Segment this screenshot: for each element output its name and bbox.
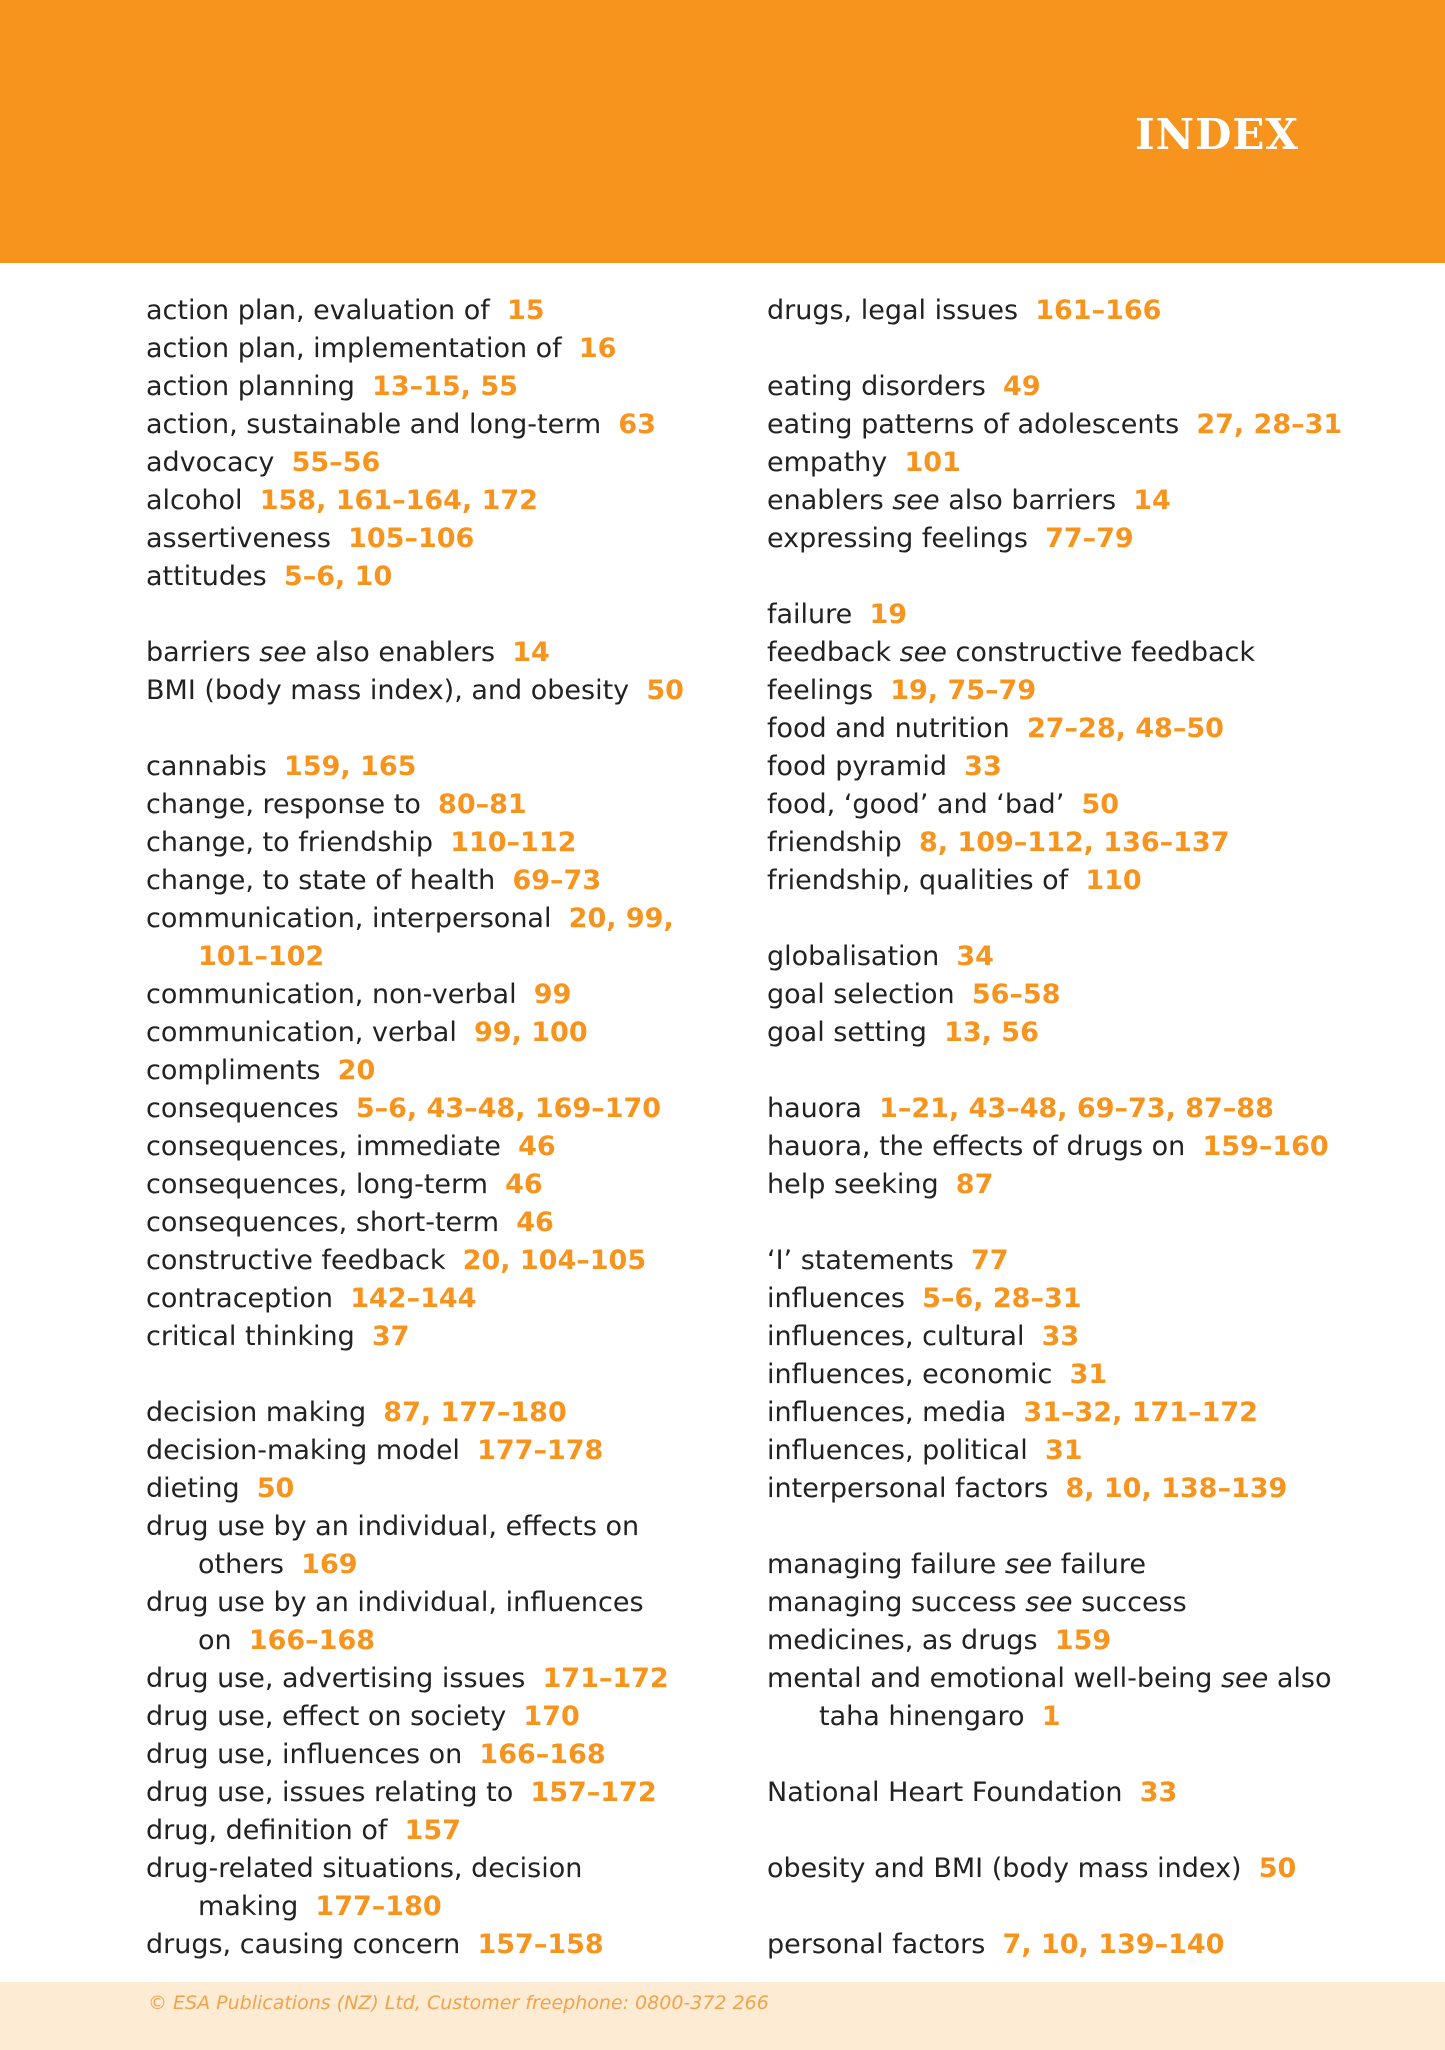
index-term: consequences, long-term <box>146 1169 488 1200</box>
see-ref: see <box>1025 1587 1073 1618</box>
index-term: expressing feelings <box>767 523 1028 554</box>
index-term-tail: constructive feedback <box>955 637 1255 668</box>
index-term: drug use, effect on society <box>146 1701 507 1732</box>
index-term: cannabis <box>146 751 267 782</box>
page-ref: 166–168 <box>479 1739 606 1770</box>
index-entry <box>146 1660 706 1698</box>
index-entry <box>767 368 1347 406</box>
page-ref: 7, 10, 139–140 <box>1002 1929 1225 1960</box>
index-term: communication, verbal <box>146 1017 457 1048</box>
index-entry <box>767 482 1347 520</box>
index-term: influences, political <box>767 1435 1028 1466</box>
page-ref: 46 <box>518 1131 556 1162</box>
index-entry <box>767 1926 1347 1964</box>
index-entry <box>767 786 1347 824</box>
index-entry <box>767 748 1347 786</box>
index-term: influences, cultural <box>767 1321 1025 1352</box>
index-term: interpersonal factors <box>767 1473 1049 1504</box>
index-term: action, sustainable and long-term <box>146 409 602 440</box>
index-entry <box>146 292 706 330</box>
index-entry <box>146 1394 706 1432</box>
page-ref: 37 <box>371 1321 410 1352</box>
index-term: drugs, causing concern <box>146 1929 461 1960</box>
index-term: help seeking <box>767 1169 939 1200</box>
page-ref: 158, 161–164, 172 <box>259 485 538 516</box>
index-term: drug use, advertising issues <box>146 1663 526 1694</box>
index-column-right <box>767 292 1347 1964</box>
index-entry <box>146 1052 706 1090</box>
index-term-tail: failure <box>1060 1549 1147 1580</box>
section-gap <box>767 1052 1347 1090</box>
page-ref: 27–28, 48–50 <box>1026 713 1224 744</box>
index-entry <box>767 1014 1347 1052</box>
index-term: managing success <box>767 1587 1017 1618</box>
section-gap <box>146 1356 706 1394</box>
page-ref: 13–15, 55 <box>372 371 518 402</box>
page-ref: 161–166 <box>1035 295 1162 326</box>
index-entry-continuation <box>146 1622 706 1660</box>
page-ref: 5–6, 43–48, 169–170 <box>355 1093 662 1124</box>
index-term: mental and emotional well-being <box>767 1663 1213 1694</box>
index-entry <box>146 406 706 444</box>
page-ref: 63 <box>618 409 656 440</box>
index-term: food, ‘good’ and ‘bad’ <box>767 789 1065 820</box>
page-ref: 171–172 <box>542 1663 669 1694</box>
index-entry <box>146 330 706 368</box>
page-title: INDEX <box>1134 110 1299 159</box>
page-ref: 105–106 <box>348 523 475 554</box>
index-entry-continuation <box>767 1698 1347 1736</box>
index-term: globalisation <box>767 941 940 972</box>
index-entry <box>146 672 706 710</box>
section-gap <box>767 1204 1347 1242</box>
see-ref: see <box>899 637 947 668</box>
index-entry <box>767 862 1347 900</box>
index-term: influences, media <box>767 1397 1007 1428</box>
index-entry <box>767 710 1347 748</box>
page-ref: 31 <box>1069 1359 1108 1390</box>
page-ref: 87, 177–180 <box>383 1397 567 1428</box>
index-term: personal factors <box>767 1929 986 1960</box>
index-term: drug use, influences on <box>146 1739 463 1770</box>
index-entry <box>146 824 706 862</box>
index-term: goal setting <box>767 1017 927 1048</box>
index-term: dieting <box>146 1473 240 1504</box>
page-ref: 50 <box>1258 1853 1297 1884</box>
page-ref: 16 <box>578 333 617 364</box>
index-entry <box>767 292 1347 330</box>
index-entry <box>146 1204 706 1242</box>
index-term: medicines, as drugs <box>767 1625 1038 1656</box>
page-ref: 110 <box>1085 865 1142 896</box>
index-term: others <box>198 1549 284 1580</box>
index-entry <box>146 1090 706 1128</box>
see-ref: see <box>892 485 940 516</box>
page-ref: 49 <box>1003 371 1041 402</box>
see-ref: see <box>259 637 307 668</box>
index-term: barriers <box>146 637 251 668</box>
index-term-tail: also <box>1276 1663 1332 1694</box>
index-entry <box>146 1014 706 1052</box>
index-entry <box>767 824 1347 862</box>
index-term: advocacy <box>146 447 275 478</box>
index-entry <box>146 1736 706 1774</box>
page-ref: 110–112 <box>450 827 577 858</box>
index-entry <box>146 1584 706 1622</box>
index-entry <box>767 596 1347 634</box>
index-entry <box>767 976 1347 1014</box>
index-term-tail: also enablers <box>315 637 496 668</box>
index-entry <box>146 900 706 938</box>
index-entry <box>767 1356 1347 1394</box>
index-term: influences <box>767 1283 905 1314</box>
index-entry <box>767 1242 1347 1280</box>
page-ref: 5–6, 10 <box>283 561 393 592</box>
index-term: drug, definition of <box>146 1815 388 1846</box>
index-entry-continuation <box>146 1546 706 1584</box>
page-ref: 1 <box>1041 1701 1061 1732</box>
page-ref: 101–102 <box>198 941 325 972</box>
index-term: action planning <box>146 371 355 402</box>
page-ref: 159, 165 <box>284 751 417 782</box>
section-gap <box>146 596 706 634</box>
page-ref: 20, 104–105 <box>462 1245 647 1276</box>
page-ref: 99 <box>533 979 572 1010</box>
index-entry <box>767 672 1347 710</box>
page-ref: 27, 28–31 <box>1196 409 1343 440</box>
section-gap <box>767 900 1347 938</box>
index-entry <box>146 862 706 900</box>
page-ref: 170 <box>523 1701 580 1732</box>
page-ref: 157 <box>404 1815 461 1846</box>
index-term: failure <box>767 599 853 630</box>
index-term: influences, economic <box>767 1359 1053 1390</box>
section-gap <box>767 1736 1347 1774</box>
index-term: action plan, implementation of <box>146 333 562 364</box>
index-term: empathy <box>767 447 888 478</box>
page-ref: 5–6, 28–31 <box>922 1283 1082 1314</box>
index-column-left <box>146 292 706 1964</box>
index-entry <box>767 444 1347 482</box>
section-gap <box>767 1888 1347 1926</box>
page-ref: 77–79 <box>1045 523 1134 554</box>
index-term: drug use by an individual, influences <box>146 1587 644 1618</box>
index-term: food and nutrition <box>767 713 1010 744</box>
page-ref: 169 <box>301 1549 358 1580</box>
section-gap <box>767 330 1347 368</box>
page-ref: 55–56 <box>291 447 381 478</box>
index-term-tail: success <box>1081 1587 1187 1618</box>
index-entry <box>767 406 1347 444</box>
index-term: change, to state of health <box>146 865 496 896</box>
index-entry <box>146 786 706 824</box>
section-gap <box>767 558 1347 596</box>
index-entry <box>767 520 1347 558</box>
index-term: consequences, immediate <box>146 1131 501 1162</box>
section-gap <box>146 710 706 748</box>
page-ref: 159–160 <box>1202 1131 1329 1162</box>
index-entry <box>767 1470 1347 1508</box>
index-entry <box>767 1850 1347 1888</box>
index-term: goal selection <box>767 979 955 1010</box>
page-ref: 77 <box>970 1245 1009 1276</box>
page-ref: 31–32, 171–172 <box>1023 1397 1258 1428</box>
copyright-footer: © ESA Publications (NZ) Ltd, Customer freephone: 0800-372 266 <box>148 1992 769 2014</box>
page-ref: 31 <box>1044 1435 1083 1466</box>
page-ref: 34 <box>956 941 994 972</box>
index-entry <box>146 482 706 520</box>
index-term: contraception <box>146 1283 334 1314</box>
index-entry <box>146 1698 706 1736</box>
index-term: communication, interpersonal <box>146 903 552 934</box>
index-term: communication, non-verbal <box>146 979 517 1010</box>
see-ref: see <box>1220 1663 1269 1694</box>
page-ref: 50 <box>646 675 684 706</box>
page-ref: 14 <box>512 637 550 668</box>
index-entry <box>146 558 706 596</box>
index-entry <box>146 1850 706 1888</box>
index-term: consequences, short-term <box>146 1207 500 1238</box>
index-entry <box>146 444 706 482</box>
index-entry <box>767 938 1347 976</box>
page-ref: 159 <box>1054 1625 1112 1656</box>
page-ref: 80–81 <box>438 789 527 820</box>
index-term: friendship <box>767 827 902 858</box>
page-ref: 177–180 <box>315 1891 442 1922</box>
index-term: drug use, issues relating to <box>146 1777 514 1808</box>
page-ref: 13, 56 <box>944 1017 1039 1048</box>
index-term: change, response to <box>146 789 421 820</box>
index-term: compliments <box>146 1055 321 1086</box>
index-entry <box>146 1926 706 1964</box>
index-term: obesity and BMI (body mass index) <box>767 1853 1242 1884</box>
index-term: critical thinking <box>146 1321 355 1352</box>
index-term: attitudes <box>146 561 267 592</box>
page-ref: 33 <box>1041 1321 1080 1352</box>
index-entry <box>146 1128 706 1166</box>
index-term: decision making <box>146 1397 367 1428</box>
index-entry-continuation <box>146 938 706 976</box>
index-term: drug use by an individual, effects on <box>146 1511 640 1542</box>
index-entry <box>146 1318 706 1356</box>
index-term: managing failure <box>767 1549 997 1580</box>
section-gap <box>767 1508 1347 1546</box>
index-term: constructive feedback <box>146 1245 446 1276</box>
index-entry <box>146 1432 706 1470</box>
index-entry <box>767 1622 1347 1660</box>
index-term: food pyramid <box>767 751 947 782</box>
section-gap <box>767 1812 1347 1850</box>
index-entry <box>767 1166 1347 1204</box>
index-term: eating disorders <box>767 371 986 402</box>
index-entry <box>767 1280 1347 1318</box>
page-ref: 8, 109–112, 136–137 <box>918 827 1230 858</box>
page-ref: 19 <box>869 599 908 630</box>
index-entry-continuation <box>146 1888 706 1926</box>
page-ref: 19, 75–79 <box>890 675 1037 706</box>
index-entry <box>767 1318 1347 1356</box>
index-term: BMI (body mass index), and obesity <box>146 675 630 706</box>
index-entry <box>146 1166 706 1204</box>
index-term: making <box>198 1891 299 1922</box>
index-entry <box>767 1394 1347 1432</box>
page-ref: 177–178 <box>477 1435 604 1466</box>
index-term: drug-related situations, decision <box>146 1853 583 1884</box>
index-term: enablers <box>767 485 884 516</box>
page-ref: 33 <box>1139 1777 1178 1808</box>
index-entry <box>146 748 706 786</box>
index-term: ‘I’ statements <box>767 1245 954 1276</box>
index-entry <box>146 1812 706 1850</box>
index-term: drugs, legal issues <box>767 295 1019 326</box>
index-term: alcohol <box>146 485 243 516</box>
index-entry <box>767 1128 1347 1166</box>
page-ref: 8, 10, 138–139 <box>1065 1473 1288 1504</box>
index-entry <box>146 1774 706 1812</box>
index-entry <box>146 368 706 406</box>
page-ref: 50 <box>1081 789 1120 820</box>
index-entry <box>767 634 1347 672</box>
index-term: on <box>198 1625 232 1656</box>
page-ref: 157–172 <box>530 1777 657 1808</box>
page-ref: 1–21, 43–48, 69–73, 87–88 <box>879 1093 1274 1124</box>
page-ref: 15 <box>506 295 545 326</box>
page-ref: 142–144 <box>350 1283 477 1314</box>
index-entry <box>146 520 706 558</box>
index-entry <box>767 1774 1347 1812</box>
index-entry <box>767 1546 1347 1584</box>
index-term: assertiveness <box>146 523 331 554</box>
page-ref: 101 <box>904 447 961 478</box>
index-entry <box>146 1242 706 1280</box>
index-entry <box>146 1508 706 1546</box>
index-term: consequences <box>146 1093 339 1124</box>
page-ref: 20 <box>337 1055 376 1086</box>
index-entry <box>146 1470 706 1508</box>
page-ref: 50 <box>256 1473 295 1504</box>
page-ref: 56–58 <box>971 979 1061 1010</box>
index-entry <box>767 1584 1347 1622</box>
index-entry <box>767 1090 1347 1128</box>
index-entry <box>146 976 706 1014</box>
page-ref: 14 <box>1133 485 1171 516</box>
index-term: taha hinengaro <box>819 1701 1025 1732</box>
index-term: action plan, evaluation of <box>146 295 490 326</box>
index-term: hauora, the effects of drugs on <box>767 1131 1186 1162</box>
index-term: hauora <box>767 1093 862 1124</box>
page-ref: 46 <box>516 1207 554 1238</box>
index-term: decision-making model <box>146 1435 460 1466</box>
page-ref: 46 <box>505 1169 543 1200</box>
index-term: National Heart Foundation <box>767 1777 1123 1808</box>
page-ref: 166–168 <box>248 1625 376 1656</box>
page-ref: 87 <box>955 1169 994 1200</box>
page-ref: 69–73 <box>512 865 602 896</box>
index-term: eating patterns of adolescents <box>767 409 1180 440</box>
page-ref: 33 <box>964 751 1002 782</box>
see-ref: see <box>1004 1549 1053 1580</box>
index-term: friendship, qualities of <box>767 865 1069 896</box>
index-entry <box>146 634 706 672</box>
index-term-tail: also barriers <box>948 485 1117 516</box>
index-entry <box>767 1660 1347 1698</box>
page-ref: 20, 99, <box>568 903 674 934</box>
index-term: feedback <box>767 637 892 668</box>
index-entry <box>146 1280 706 1318</box>
index-term: change, to friendship <box>146 827 434 858</box>
index-entry <box>767 1432 1347 1470</box>
page-ref: 99, 100 <box>474 1017 588 1048</box>
page-ref: 157–158 <box>477 1929 604 1960</box>
index-term: feelings <box>767 675 874 706</box>
